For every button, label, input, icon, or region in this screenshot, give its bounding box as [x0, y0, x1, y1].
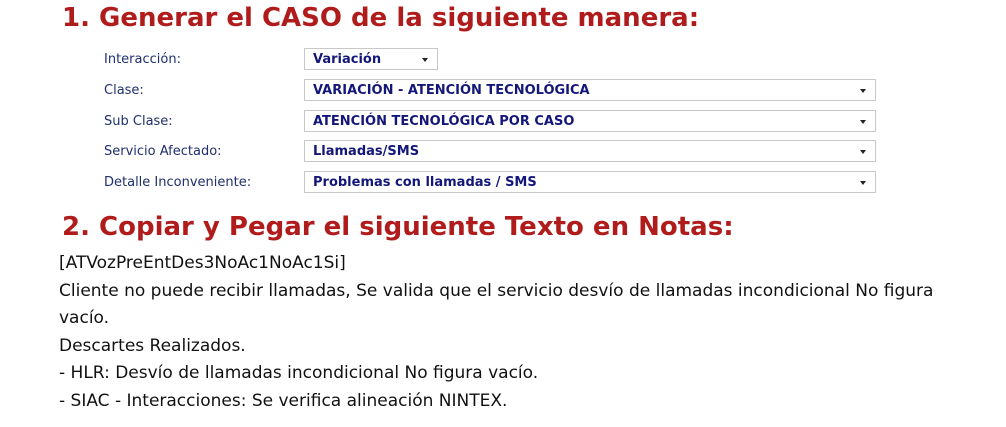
notes-code: [ATVozPreEntDes3NoAc1NoAc1Si]	[59, 253, 346, 273]
sub-clase-value: ATENCIÓN TECNOLÓGICA POR CASO	[313, 114, 575, 129]
chevron-down-icon	[860, 120, 866, 124]
notes-line-4: - SIAC - Interacciones: Se verifica alineación NINTEX.	[59, 390, 508, 411]
interaccion-value: Variación	[313, 52, 382, 67]
chevron-down-icon	[860, 150, 866, 154]
chevron-down-icon	[860, 181, 866, 185]
notes-text-block	[59, 250, 933, 416]
notes-line-3: - HLR: Desvío de llamadas incondicional No figura vacío.	[59, 363, 539, 384]
detalle-inconveniente-select[interactable]	[304, 171, 876, 193]
interaccion-label: Interacción:	[104, 52, 181, 67]
servicio-afectado-select[interactable]	[304, 140, 876, 162]
step2-heading: 2. Copiar y Pegar el siguiente Texto en Notas:	[62, 212, 734, 242]
detalle-inconveniente-label: Detalle Inconveniente:	[104, 175, 252, 190]
form-row-sub-clase	[104, 110, 884, 134]
interaccion-select[interactable]	[304, 48, 438, 70]
form-row-servicio-afectado	[104, 140, 884, 164]
servicio-afectado-value: Llamadas/SMS	[313, 144, 420, 159]
clase-value: VARIACIÓN - ATENCIÓN TECNOLÓGICA	[313, 83, 590, 98]
form-row-interaccion	[104, 48, 884, 72]
form-row-detalle-inconveniente	[104, 171, 884, 195]
sub-clase-select[interactable]	[304, 110, 876, 132]
step1-heading: 1. Generar el CASO de la siguiente manera:	[62, 3, 700, 33]
servicio-afectado-label: Servicio Afectado:	[104, 144, 222, 159]
detalle-inconveniente-value: Problemas con llamadas / SMS	[313, 175, 537, 190]
form-row-clase	[104, 79, 884, 103]
notes-line-1: Cliente no puede recibir llamadas, Se valida que el servicio desvío de llamadas incondicional No figura	[59, 280, 934, 301]
clase-select[interactable]	[304, 79, 876, 101]
chevron-down-icon	[860, 89, 866, 93]
notes-line-2: Descartes Realizados.	[59, 335, 246, 356]
chevron-down-icon	[422, 58, 428, 62]
notes-line-1-continued: vacío.	[59, 308, 110, 329]
sub-clase-label: Sub Clase:	[104, 114, 173, 129]
clase-label: Clase:	[104, 83, 144, 98]
